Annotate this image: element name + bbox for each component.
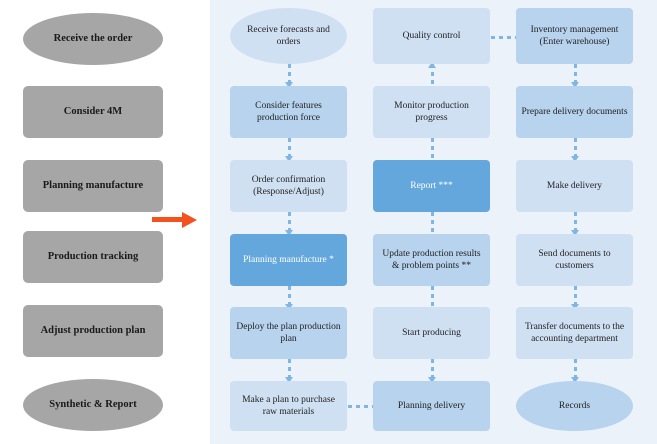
node-label: Start producing (402, 327, 461, 338)
node-label: Records (558, 400, 591, 411)
connector-c1-2-3 (288, 138, 291, 158)
node-make-a-plan-to-purchase-raw-materials[interactable] (230, 381, 347, 431)
connector-c1-1-2 (288, 64, 291, 84)
node-prepare-delivery-documents[interactable] (516, 86, 633, 138)
connector-c1-3-4 (288, 212, 291, 232)
node-order-confirmation[interactable] (230, 160, 347, 212)
node-receive-forecasts-and-orders[interactable] (230, 8, 347, 64)
node-label: Update production results & problem points ** (382, 248, 481, 271)
connector-c2-1-to-c3-1 (491, 36, 519, 39)
node-label: Quality control (402, 30, 461, 41)
left-node-label: Consider 4M (63, 106, 123, 118)
node-label: Report *** (410, 180, 453, 191)
arrow-shaft (152, 217, 184, 222)
node-label: Make delivery (546, 180, 603, 191)
left-node-planning-manufacture[interactable] (23, 160, 163, 212)
connector-c1-4-5 (288, 286, 291, 306)
left-node-label: Planning manufacture (42, 180, 144, 192)
node-label: Receive forecasts and orders (247, 24, 330, 47)
node-label: Make a plan to purchase raw materials (242, 394, 335, 417)
node-records[interactable] (516, 381, 633, 431)
node-label: Deploy the plan production plan (236, 321, 341, 344)
connector-c2-3-4 (431, 212, 434, 232)
connector-c2-2-3 (431, 138, 434, 158)
left-node-receive-the-order[interactable] (23, 13, 163, 65)
node-quality-control[interactable] (373, 8, 490, 64)
node-planning-delivery[interactable] (373, 381, 490, 431)
node-report[interactable] (373, 160, 490, 212)
node-update-production-results[interactable] (373, 234, 490, 286)
node-consider-features-production-force[interactable] (230, 86, 347, 138)
connector-c1-6-to-c2-6 (348, 405, 376, 408)
node-transfer-documents-to-accounting[interactable] (516, 307, 633, 359)
connector-c3-4-5 (574, 286, 577, 306)
node-label: Inventory management (Enter warehouse) (530, 24, 619, 47)
node-label: Transfer documents to the accounting department (524, 321, 625, 344)
left-node-adjust-production-plan[interactable] (23, 305, 163, 357)
node-inventory-management[interactable] (516, 8, 633, 64)
connector-c3-1-2 (574, 64, 577, 84)
connector-c1-5-6 (288, 359, 291, 379)
node-monitor-production-progress[interactable] (373, 86, 490, 138)
connector-c3-3-4 (574, 212, 577, 232)
arrow-head (182, 212, 197, 228)
left-node-synthetic-report[interactable] (23, 379, 163, 431)
node-send-documents-to-customers[interactable] (516, 234, 633, 286)
left-node-label: Synthetic & Report (49, 399, 137, 411)
node-label: Send documents to customers (538, 248, 611, 271)
connector-c2-4-5 (431, 286, 434, 306)
node-planning-manufacture[interactable] (230, 234, 347, 286)
node-label: Consider features production force (255, 100, 322, 123)
left-node-label: Receive the order (53, 33, 133, 45)
process-flow-panel (210, 0, 657, 444)
node-label: Order confirmation (Response/Adjust) (251, 174, 326, 197)
node-make-delivery[interactable] (516, 160, 633, 212)
node-deploy-the-plan-production-plan[interactable] (230, 307, 347, 359)
left-node-production-tracking[interactable] (23, 231, 163, 283)
left-node-consider-4m[interactable] (23, 86, 163, 138)
node-label: Planning delivery (397, 400, 466, 411)
connector-c3-2-3 (574, 138, 577, 158)
left-node-label: Adjust production plan (40, 325, 146, 337)
connector-c3-5-6 (574, 359, 577, 379)
node-label: Planning manufacture * (243, 254, 334, 265)
node-label: Prepare delivery documents (521, 106, 628, 117)
node-label: Monitor production progress (394, 100, 469, 123)
left-node-label: Production tracking (47, 251, 139, 263)
node-start-producing[interactable] (373, 307, 490, 359)
connector-c2-5-6 (431, 359, 434, 379)
orange-right-arrow-icon (152, 212, 200, 228)
